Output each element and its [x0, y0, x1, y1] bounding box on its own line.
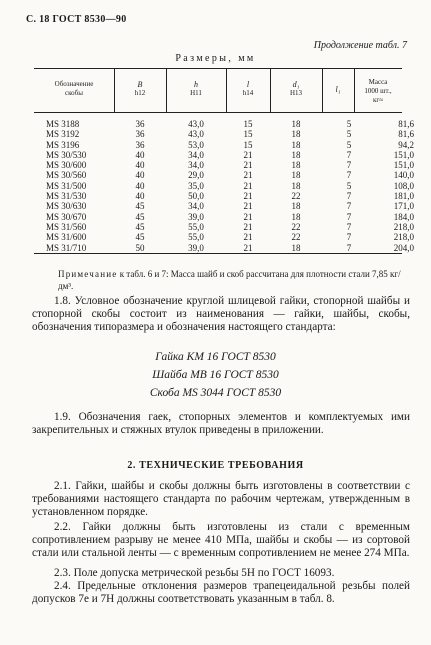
table-cell: 18 [291, 149, 301, 160]
table-cell: 7 [346, 201, 352, 212]
table-row [34, 212, 424, 222]
table-cell: 21 [243, 232, 253, 243]
section-title: 2. ТЕХНИЧЕСКИЕ ТРЕБОВАНИЯ [127, 460, 304, 471]
table-cell: 21 [243, 242, 253, 253]
column-header-symbol: d₁ [292, 80, 300, 89]
table-cell: 21 [243, 211, 253, 222]
table-cell: 108,0 [393, 180, 414, 191]
column-header-symbol: h [194, 80, 198, 89]
paragraph-2-1 [32, 480, 410, 520]
table-cell: 5 [346, 180, 352, 191]
table-cell: 21 [243, 149, 253, 160]
table-cell: MS 3188 [46, 119, 80, 129]
table-cell: 40 [135, 160, 145, 171]
page-header: С. 18 ГОСТ 8530—90 [26, 14, 127, 25]
table-cell: 171,0 [393, 201, 414, 212]
table-top-rule [34, 68, 402, 69]
table-cell: MS 3192 [46, 129, 80, 140]
table-row [34, 243, 424, 253]
table-cell: 15 [243, 119, 253, 129]
table-cell: 5 [346, 139, 352, 150]
table-cell: 7 [346, 191, 352, 202]
table-row [34, 129, 424, 139]
column-header-h [166, 80, 226, 98]
table-row [34, 140, 424, 150]
table-cell: MS 31/710 [46, 242, 87, 253]
paragraph-text: 2.2. Гайки должны быть изготовлены из стали с временным сопротивлением разрыву не менее 410 МПа, шайбы и скобы — из сортовой стали или стальной ленты — с временным сопротивлением не менее 274 МПа. [32, 521, 410, 560]
table-cell: 43,0 [188, 119, 204, 129]
note-lead: Примечание [58, 269, 118, 279]
table-body [34, 119, 424, 253]
table-cell: 21 [243, 191, 253, 202]
column-header-line: Обозначение [54, 80, 94, 88]
dimensions-table [34, 119, 424, 253]
table-cell: MS 3196 [46, 139, 80, 150]
table-bottom-rule [34, 253, 402, 254]
table-cell: 34,0 [188, 201, 204, 212]
table-cell: 45 [135, 232, 145, 243]
table-cell: 34,0 [188, 149, 204, 160]
column-header-line: скобы [65, 89, 83, 97]
table-cell: MS 31/560 [46, 221, 87, 232]
table-cell: 21 [243, 221, 253, 232]
paragraph-text: 1.9. Обозначения гаек, стопорных элементов и комплектуемых ими закрепительных и стяжных втулок приведены в приложении. [32, 411, 410, 437]
table-cell: 7 [346, 170, 352, 181]
table-cell: 55,0 [188, 232, 204, 243]
table-cell: 34,0 [188, 160, 204, 171]
column-header-line: кг≈ [372, 96, 384, 104]
table-row [34, 119, 424, 129]
table-cell: MS 31/600 [46, 232, 87, 243]
table-cell: 94,2 [398, 139, 414, 150]
table-cell: 43,0 [188, 129, 204, 140]
table-cell: 36 [135, 129, 145, 140]
table-cell: 151,0 [393, 149, 414, 160]
table-cell: 40 [135, 149, 145, 160]
table-row [34, 232, 424, 242]
column-header-l1 [322, 85, 354, 94]
table-cell: 22 [291, 191, 301, 202]
table-cell: 184,0 [393, 211, 414, 222]
example-bracket: Скоба MS 3044 ГОСТ 8530 [149, 387, 282, 399]
table-cell: MS 31/500 [46, 180, 87, 191]
table-row [34, 222, 424, 232]
paragraph-text: 1.8. Условное обозначение круглой шлицевой гайки, стопорной шайбы и стопорной скобы состоит из наименования — гайки, шайбы, скобы, обозначения типоразмера и обозначения настоящего стандарта: [32, 295, 410, 334]
table-cell: 7 [346, 232, 352, 243]
table-cell: 45 [135, 201, 145, 212]
table-cell: 40 [135, 191, 145, 202]
table-cell: 5 [346, 119, 352, 129]
table-header-rule [34, 112, 402, 113]
example-nut: Гайка КМ 16 ГОСТ 8530 [155, 351, 276, 363]
paragraph-text: 2.1. Гайки, шайбы и скобы должны быть изготовлены в соответствии с требованиями настоящего стандарта по рабочим чертежам, утвержденным в установленном порядке. [32, 480, 410, 519]
table-row [34, 201, 424, 211]
table-cell: 7 [346, 242, 352, 253]
table-cell: 218,0 [393, 232, 414, 243]
table-cell: 18 [291, 242, 301, 253]
table-cell: 15 [243, 129, 253, 140]
note-text: к табл. 6 и 7: Масса шайб и скоб рассчитана для плотности стали 7,85 кг/дм³. [58, 269, 401, 291]
column-header-designation [34, 80, 114, 98]
column-header-mass [354, 78, 402, 105]
table-note [58, 268, 406, 292]
paragraph-2-2 [32, 521, 410, 561]
table-cell: 21 [243, 180, 253, 191]
table-cell: 181,0 [393, 191, 414, 202]
table-row [34, 170, 424, 180]
column-header-b [114, 80, 166, 98]
table-cell: MS 30/630 [46, 201, 87, 212]
column-header-line: Масса [368, 78, 388, 86]
column-header-symbol: B [137, 80, 143, 89]
column-header-l [226, 80, 270, 98]
table-cell: 22 [291, 232, 301, 243]
table-cell: 81,6 [398, 119, 414, 129]
column-header-symbol: l [246, 80, 250, 89]
table-cell: 36 [135, 139, 145, 150]
column-header-tolerance: h14 [242, 89, 254, 97]
table-cell: 55,0 [188, 221, 204, 232]
paragraph-text: 2.4. Предельные отклонения размеров трапецеидальной резьбы полей допусков 7е и 7Н должны соответствовать указанным в табл. 8. [32, 580, 410, 606]
table-cell: 35,0 [188, 180, 204, 191]
table-cell: MS 30/530 [46, 149, 87, 160]
table-cell: 21 [243, 160, 253, 171]
table-cell: 7 [346, 211, 352, 222]
table-cell: 151,0 [393, 160, 414, 171]
paragraph-1-9 [32, 411, 410, 437]
table-cell: MS 31/530 [46, 191, 87, 202]
table-cell: 18 [291, 170, 301, 181]
paragraph-1-8 [32, 295, 410, 335]
table-cell: 36 [135, 119, 145, 129]
paragraph-2-4 [32, 580, 410, 606]
table-continuation-note: Продолжение табл. 7 [313, 40, 407, 51]
table-cell: 18 [291, 160, 301, 171]
table-cell: 50 [135, 242, 145, 253]
table-cell: 218,0 [393, 221, 414, 232]
table-cell: 18 [291, 180, 301, 191]
table-cell: 45 [135, 221, 145, 232]
table-cell: 5 [346, 129, 352, 140]
table-cell: 39,0 [188, 242, 204, 253]
table-group-title: Размеры, мм [175, 53, 256, 64]
table-cell: MS 30/600 [46, 160, 87, 171]
table-cell: 18 [291, 211, 301, 222]
column-header-line: 1000 шт., [364, 87, 392, 95]
table-cell: 39,0 [188, 211, 204, 222]
table-cell: 40 [135, 170, 145, 181]
table-cell: 50,0 [188, 191, 204, 202]
column-header-d1 [270, 80, 322, 98]
table-cell: 21 [243, 170, 253, 181]
table-cell: 18 [291, 139, 301, 150]
table-row [34, 191, 424, 201]
table-cell: 18 [291, 201, 301, 212]
designation-examples [0, 348, 431, 402]
table-row [34, 181, 424, 191]
column-header-symbol: l₁ [335, 85, 341, 94]
table-cell: 53,0 [188, 139, 204, 150]
paragraph-2-3 [32, 567, 410, 580]
table-cell: 18 [291, 129, 301, 140]
table-cell: 29,0 [188, 170, 204, 181]
column-header-tolerance: H11 [190, 89, 202, 97]
table-cell: 45 [135, 211, 145, 222]
paragraph-text: 2.3. Поле допуска метрической резьбы 5Н по ГОСТ 16093. [54, 567, 335, 579]
table-cell: 7 [346, 160, 352, 171]
table-cell: 204,0 [393, 242, 414, 253]
table-cell: 140,0 [393, 170, 414, 181]
table-cell: 7 [346, 221, 352, 232]
table-cell: 7 [346, 149, 352, 160]
column-header-tolerance: h12 [134, 89, 146, 97]
column-header-tolerance: H13 [289, 89, 303, 97]
table-cell: 81,6 [398, 129, 414, 140]
table-cell: 22 [291, 221, 301, 232]
table-cell: 15 [243, 139, 253, 150]
table-row [34, 160, 424, 170]
table-cell: MS 30/560 [46, 170, 87, 181]
table-cell: 18 [291, 119, 301, 129]
table-cell: 21 [243, 201, 253, 212]
table-cell: MS 30/670 [46, 211, 87, 222]
table-row [34, 150, 424, 160]
example-washer: Шайба МВ 16 ГОСТ 8530 [152, 369, 279, 381]
table-cell: 40 [135, 180, 145, 191]
